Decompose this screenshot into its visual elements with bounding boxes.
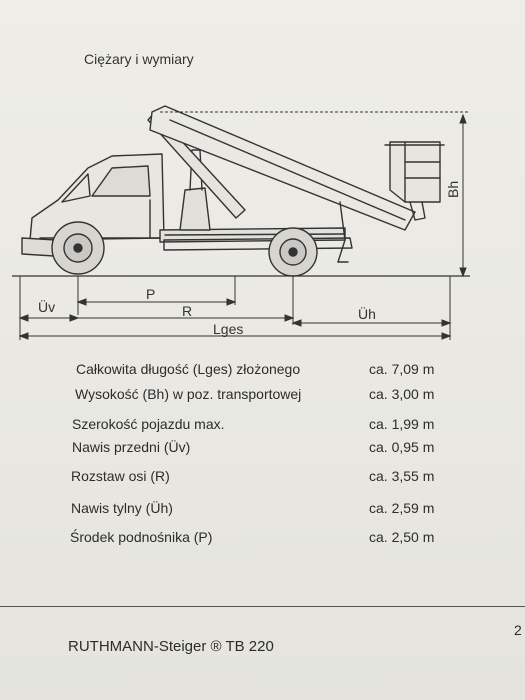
page-title: Ciężary i wymiary <box>84 51 194 67</box>
spec-row-front-overhang <box>0 439 525 459</box>
spec-value: ca. 0,95 m <box>369 439 435 455</box>
spec-label: Środek podnośnika (P) <box>70 529 213 545</box>
spec-label: Nawis tylny (Üh) <box>71 500 173 516</box>
bh-label: Bh <box>445 180 461 198</box>
spec-value: ca. 3,00 m <box>369 386 435 402</box>
uv-label: Üv <box>38 299 56 315</box>
uh-label: Üh <box>358 306 376 322</box>
spec-row-width <box>0 416 525 436</box>
lift-column <box>180 188 210 230</box>
footer-brand: RUTHMANN-Steiger ® TB 220 <box>68 638 274 655</box>
spec-value: ca. 3,55 m <box>369 468 435 484</box>
vehicle-dimension-diagram <box>0 90 525 350</box>
spec-value: ca. 2,59 m <box>369 500 435 516</box>
spec-row-height <box>0 386 525 406</box>
spec-label: Nawis przedni (Üv) <box>72 439 191 455</box>
spec-label: Wysokość (Bh) w poz. transportowej <box>75 386 302 402</box>
work-basket <box>390 142 440 202</box>
spec-value: ca. 7,09 m <box>369 361 435 377</box>
r-label: R <box>182 303 193 319</box>
spec-label: Szerokość pojazdu max. <box>72 416 225 432</box>
spec-value: ca. 1,99 m <box>369 416 435 432</box>
p-label: P <box>146 286 156 302</box>
spec-row-rear-overhang <box>0 500 525 520</box>
spec-label: Całkowita długość (Lges) złożonego <box>76 361 301 377</box>
spec-row-lift-center <box>0 529 525 549</box>
page-number: 2 <box>514 622 522 638</box>
spec-row-wheelbase <box>0 468 525 488</box>
lges-label: Lges <box>213 321 244 337</box>
spec-value: ca. 2,50 m <box>369 529 435 545</box>
spec-label: Rozstaw osi (R) <box>71 468 170 484</box>
spec-row-total-length <box>0 361 525 381</box>
footer-divider <box>0 606 525 607</box>
